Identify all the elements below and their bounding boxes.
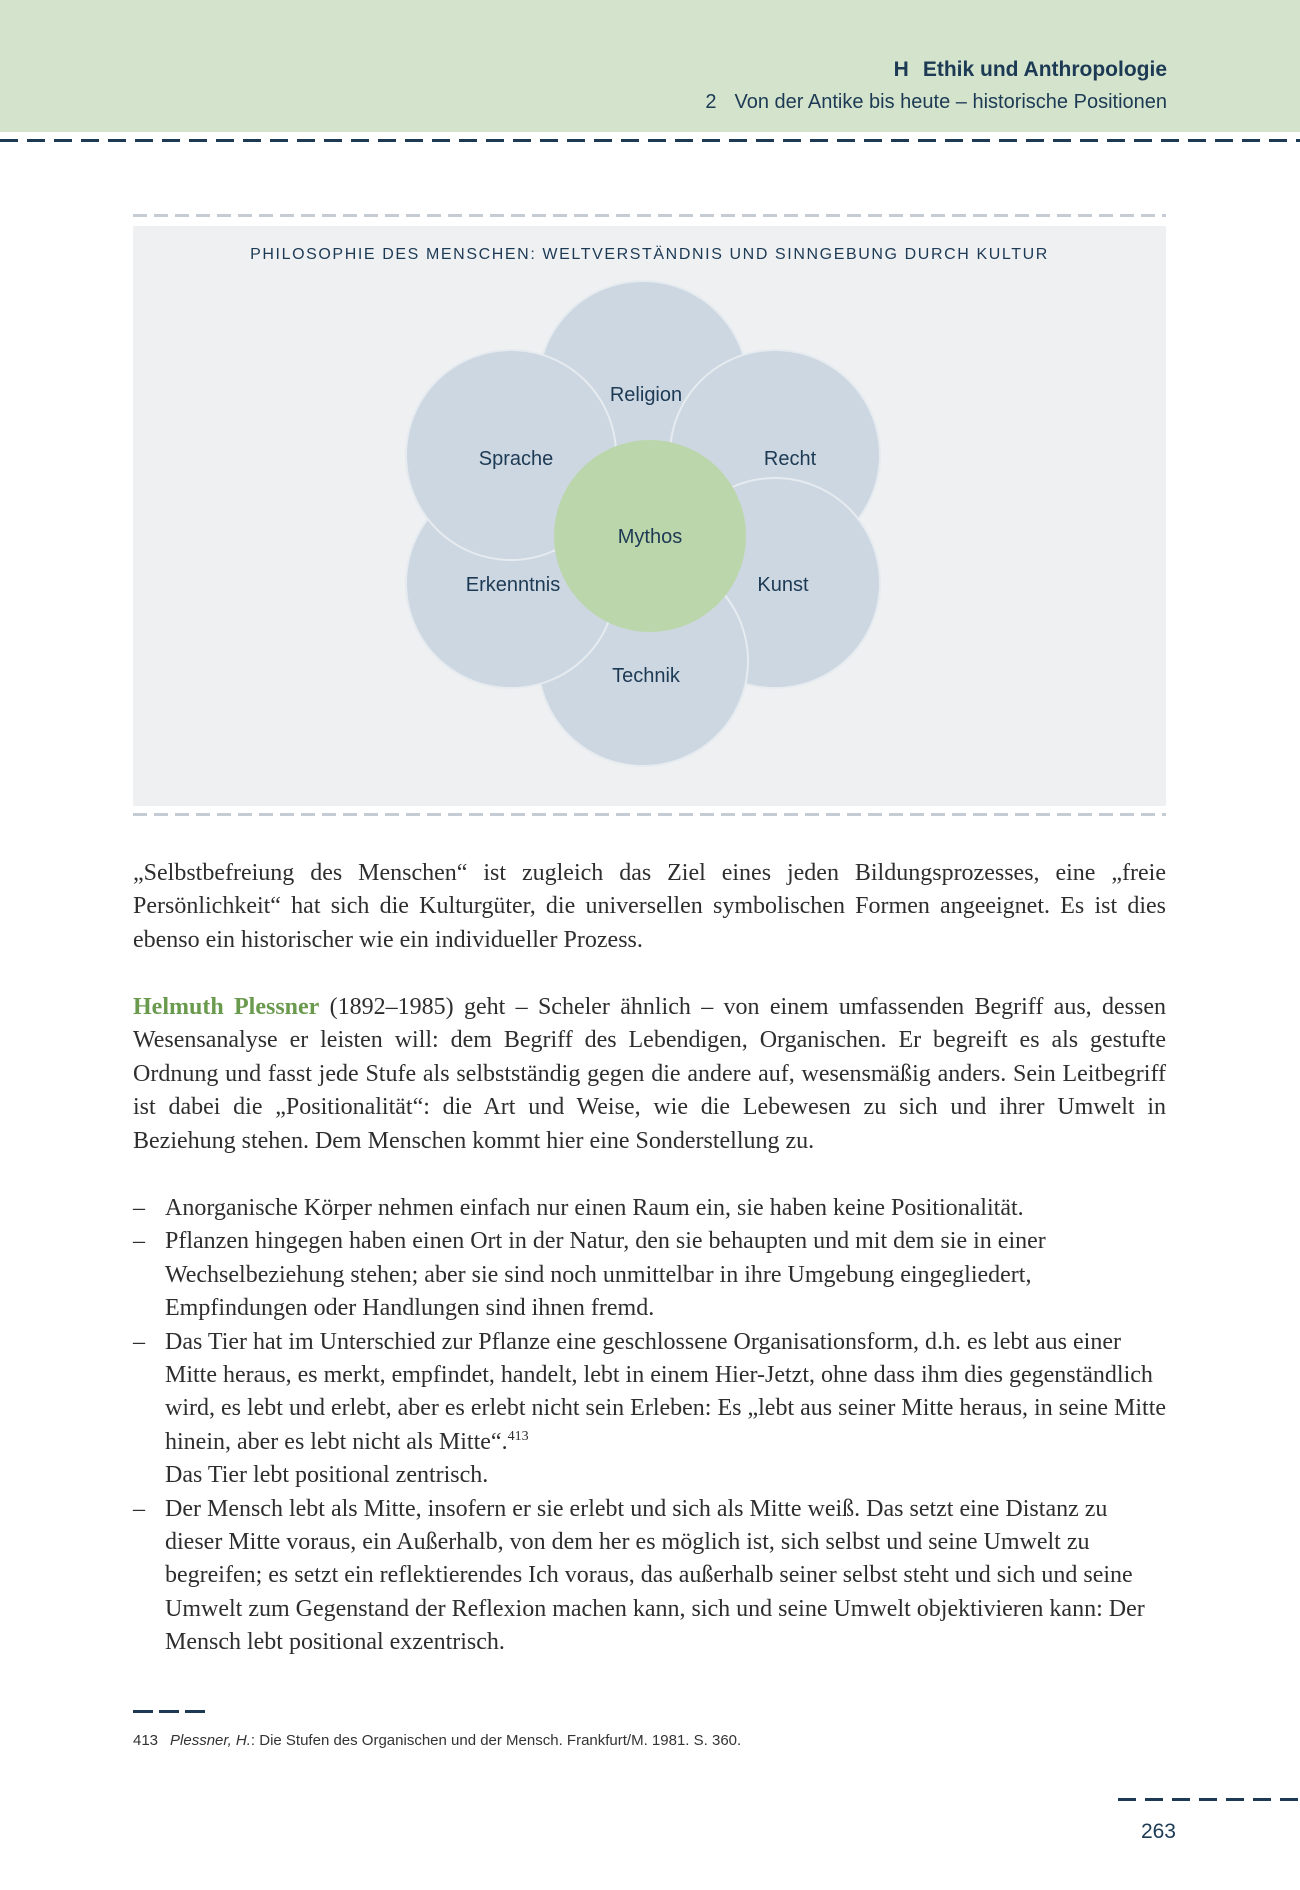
figure-panel [133, 226, 1166, 806]
list-dash: – [133, 1195, 145, 1221]
footnote-number: 413 [133, 1732, 159, 1749]
page-header [0, 0, 1300, 132]
label-erkenntnis: Erkenntnis [465, 574, 561, 596]
page-number: 263 [1140, 1820, 1176, 1843]
paragraph-text: „Selbstbefreiung des Menschen“ ist zugleich das Ziel eines jeden Bildungsprozesses, eine „freie Persönlichkeit“ hat sich die Kulturgüter, die universellen symbolischen Formen angeeignet. Es ist dies ebenso ein historischer wie ein individueller Prozess. [133, 860, 1166, 953]
figure-title: PHILOSOPHIE DES MENSCHEN: WELTVERSTÄNDNIS UND SINNGEBUNG DURCH KULTUR [250, 246, 1049, 263]
footnote-rule [133, 1710, 205, 1713]
page-number-divider [1118, 1798, 1300, 1801]
label-kunst: Kunst [757, 574, 809, 596]
person-name: Helmuth Plessner [133, 994, 320, 1020]
list-item [133, 1326, 1166, 1493]
footnote-ref[interactable]: 413 [507, 1428, 529, 1444]
paragraph-plessner [133, 991, 1166, 1158]
list-item-tail: Das Tier lebt positional zentrisch. [165, 1462, 489, 1489]
label-mythos: Mythos [617, 526, 683, 548]
positionality-list [133, 1192, 1166, 1660]
list-dash: – [133, 1495, 145, 1522]
paragraph-text [133, 991, 1166, 1158]
footnote [133, 1732, 741, 1749]
paragraph-body: (1892–1985) geht – Scheler ähnlich – von einem umfassenden Begriff aus, dessen Wesensanalyse er leisten will: dem Begriff des Lebendigen, Organischen. Er begreift es als gestufte Ordnung und fasst jede Stufe als selbstständig gegen die andere auf, wesensmäßig anders. Sein Leitbegriff ist dabei die „Positionalität“: die Art und Weise, wie die Lebewesen zu sich und ihrer Umwelt in Beziehung stehen. Dem Menschen kommt hier eine Sonderstellung zu. [133, 994, 1166, 1154]
list-item-text: Pflanzen hingegen haben einen Ort in der Natur, den sie behaupten und mit dem sie in einer Wechselbeziehung stehen; aber sie sind noch unmittelbar in ihre Umgebung eingegliedert, Empfindungen oder Handlungen sind ihnen fremd. [165, 1228, 1046, 1322]
list-dash: – [133, 1228, 145, 1255]
figure-bottom-divider [133, 813, 1166, 816]
section-letter: H [893, 58, 909, 81]
paragraph-bildung [133, 857, 1166, 957]
list-item-text: Anorganische Körper nehmen einfach nur einen Raum ein, sie haben keine Positionalität. [165, 1195, 1024, 1221]
list-item-text: Der Mensch lebt als Mitte, insofern er sie erlebt und sich als Mitte weiß. Das setzt eine Distanz zu dieser Mitte voraus, ein Außerhalb, von dem her es möglich ist, sich selbst und seine Umwelt zu begreifen; es setzt ein reflektierendes Ich voraus, das außerhalb seiner selbst steht und sich und seine Umwelt zum Gegenstand der Reflexion machen kann, sich und seine Umwelt objektivieren kann: Der Mensch lebt positional exzentrisch. [165, 1495, 1145, 1656]
list-item [133, 1225, 1166, 1325]
label-recht: Recht [763, 448, 817, 470]
figure-top-divider [133, 214, 1166, 217]
footnote-text: : Die Stufen des Organischen und der Mensch. Frankfurt/M. 1981. S. 360. [250, 1732, 742, 1749]
chapter-number: 2 [705, 91, 717, 113]
list-dash: – [133, 1328, 145, 1355]
footnote-author: Plessner, H. [170, 1732, 251, 1749]
section-title: Ethik und Anthropologie [922, 58, 1167, 81]
list-item [133, 1192, 1166, 1225]
label-sprache: Sprache [478, 448, 554, 470]
header-divider [0, 139, 1300, 142]
label-religion: Religion [609, 384, 683, 406]
list-item-text: Das Tier hat im Unterschied zur Pflanze eine geschlossene Organisationsform, d.h. es lebt aus einer Mitte heraus, es merkt, empfindet, handelt, lebt in einem Hier-Jetzt, ohne dass ihm dies gegenständlich wird, es lebt und erlebt, aber es erlebt nicht sein Erleben: Es „lebt aus seiner Mitte heraus, in seine Mitte hinein, aber es lebt nicht als Mitte“. [165, 1328, 1167, 1455]
chapter-heading [705, 91, 1167, 114]
chapter-title: Von der Antike bis heute – historische Positionen [734, 91, 1167, 113]
label-technik: Technik [612, 665, 680, 687]
culture-flower-diagram [133, 226, 1166, 806]
section-heading [894, 58, 1167, 82]
list-item [133, 1493, 1166, 1660]
